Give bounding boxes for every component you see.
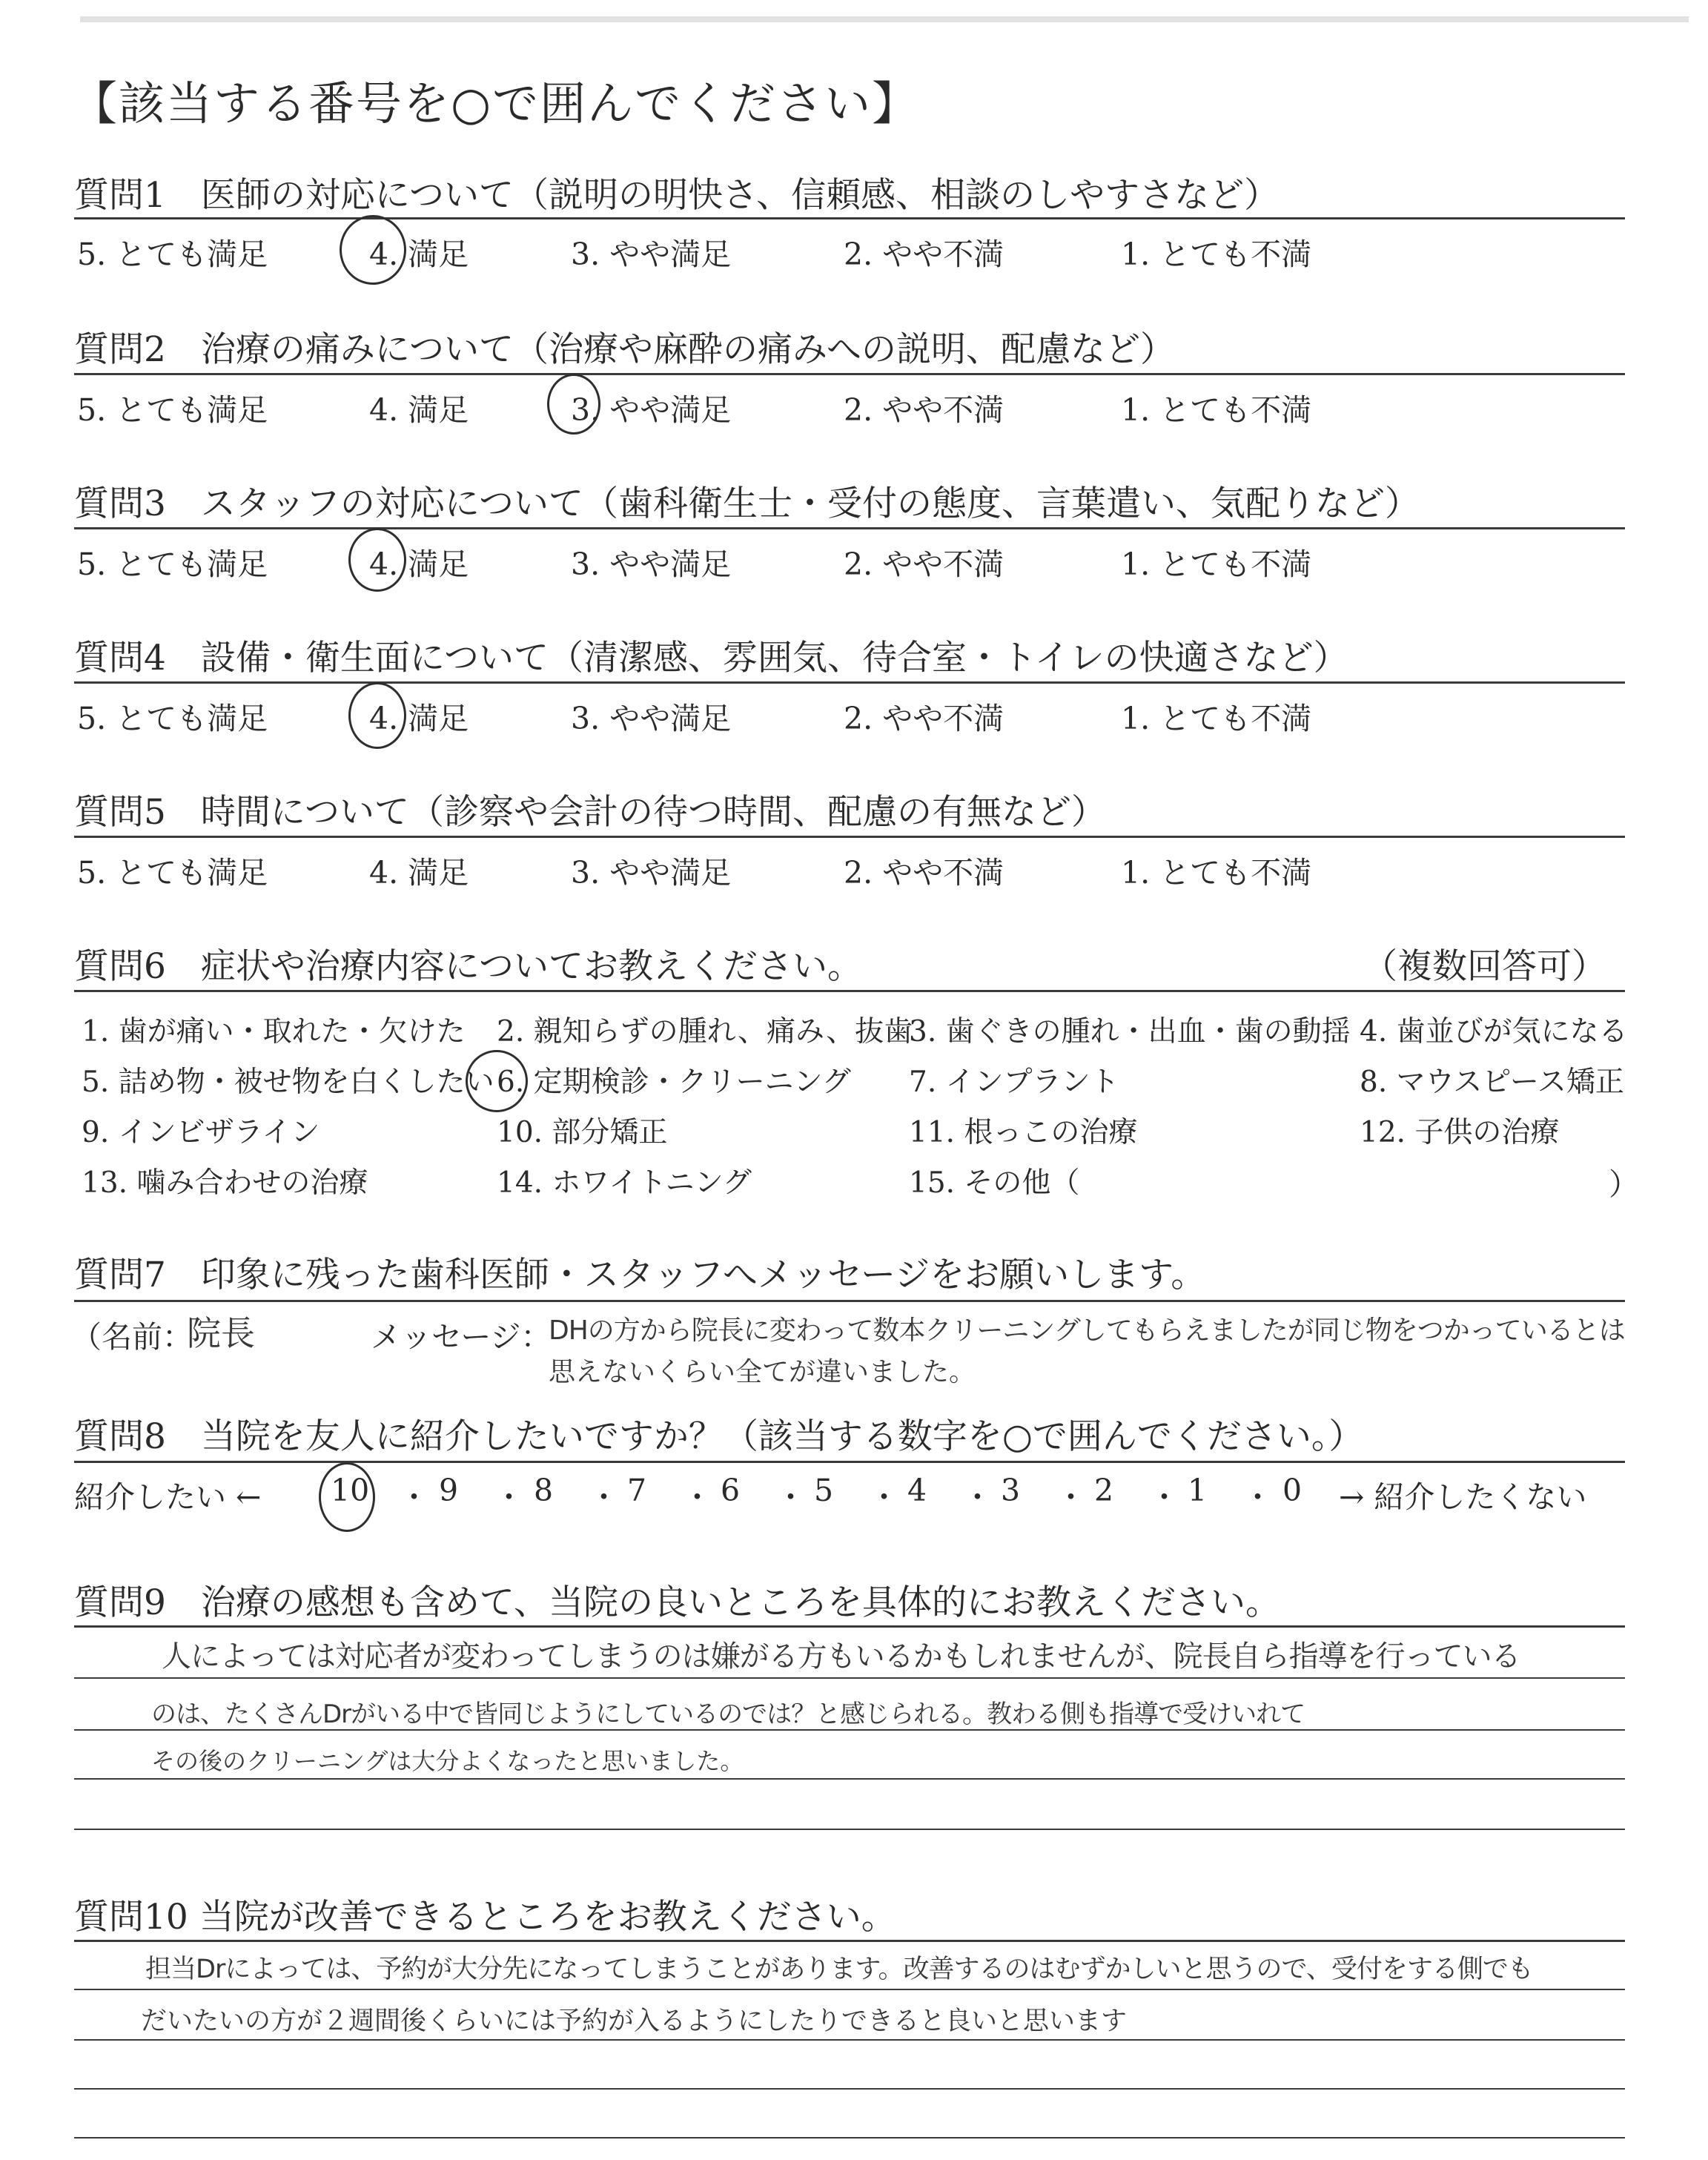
question-9-rule: [74, 1625, 1625, 1628]
q6-item-10[interactable]: 10. 部分矯正: [497, 1116, 668, 1149]
q9-writing-line: [74, 1677, 1625, 1679]
q8-scale-1[interactable]: 1: [1188, 1473, 1208, 1508]
q10-writing-line: [74, 2088, 1625, 2090]
q8-dot: ・: [399, 1479, 429, 1515]
q8-scale-10[interactable]: 10: [331, 1473, 370, 1508]
q4-option-4[interactable]: 4. 満足: [369, 701, 469, 736]
q6-item-14[interactable]: 14. ホワイトニング: [497, 1166, 752, 1200]
question-8-title: 質問8 当院を友人に紹介したいですか？（該当する数字を○で囲んでください。）: [74, 1416, 1364, 1457]
q1-option-1[interactable]: 1. とても不満: [1121, 237, 1312, 272]
q3-option-2[interactable]: 2. やや不満: [844, 546, 1004, 582]
question-3-rule: [74, 527, 1625, 529]
q9-answer-line-3[interactable]: その後のクリーニングは大分よくなったと思いました。: [151, 1747, 744, 1775]
q8-dot: ・: [962, 1479, 993, 1515]
question-6-rule: [74, 990, 1625, 992]
question-1-rule: [74, 217, 1625, 219]
q2-option-1[interactable]: 1. とても不満: [1121, 392, 1312, 428]
question-9-title: 質問9 治療の感想も含めて、当院の良いところを具体的にお教えください。: [74, 1582, 1280, 1623]
q8-left-label: 紹介したい ←: [74, 1479, 262, 1515]
q8-scale-6[interactable]: 6: [721, 1473, 741, 1508]
q3-selection-circle: [348, 528, 406, 592]
question-7-rule: [74, 1300, 1625, 1302]
q8-dot: ・: [1149, 1479, 1179, 1515]
q9-writing-line: [74, 1729, 1625, 1731]
question-4-title: 質問4 設備・衛生面について（清潔感、雰囲気、待合室・トイレの快適さなど）: [74, 638, 1348, 678]
question-4-rule: [74, 681, 1625, 684]
q7-message-line-1[interactable]: DHの方から院長に変わって数本クリーニングしてもらえましたが同じ物をつかっているとは: [549, 1315, 1625, 1346]
question-8-rule: [74, 1461, 1625, 1463]
q10-writing-line: [74, 1989, 1625, 1990]
question-7-title: 質問7 印象に残った歯科医師・スタッフへメッセージをお願いします。: [74, 1255, 1206, 1295]
question-2-rule: [74, 373, 1625, 375]
q6-item-3[interactable]: 3. 歯ぐきの腫れ・出血・歯の動揺: [909, 1015, 1351, 1048]
q8-dot: ・: [1056, 1479, 1086, 1515]
q2-option-3[interactable]: 3. やや満足: [571, 392, 732, 428]
q3-option-4[interactable]: 4. 満足: [369, 546, 469, 582]
q6-item-12[interactable]: 12. 子供の治療: [1360, 1116, 1560, 1149]
question-10-rule: [74, 1940, 1625, 1942]
q6-item-2[interactable]: 2. 親知らずの腫れ、痛み、抜歯: [497, 1015, 913, 1048]
q8-dot: ・: [494, 1479, 524, 1515]
q9-writing-line: [74, 1829, 1625, 1830]
q3-option-1[interactable]: 1. とても不満: [1121, 546, 1312, 582]
q4-option-3[interactable]: 3. やや満足: [571, 701, 732, 736]
q8-scale-3[interactable]: 3: [1001, 1473, 1021, 1508]
q3-option-5[interactable]: 5. とても満足: [77, 546, 268, 582]
q8-selection-circle: [319, 1462, 375, 1532]
q1-option-4[interactable]: 4. 満足: [369, 237, 469, 272]
q8-scale-5[interactable]: 5: [814, 1473, 834, 1508]
q6-item-9[interactable]: 9. インビザライン: [82, 1116, 320, 1149]
q8-scale-7[interactable]: 7: [627, 1473, 647, 1508]
q8-scale-0[interactable]: 0: [1282, 1473, 1302, 1508]
q7-message-label: メッセージ：: [371, 1319, 552, 1355]
q10-writing-line: [74, 2137, 1625, 2138]
q9-writing-line: [74, 1778, 1625, 1780]
q8-dot: ・: [682, 1479, 712, 1515]
q9-answer-line-1[interactable]: 人によっては対応者が変わってしまうのは嫌がる方もいるかもしれませんが、院長自ら指導を行っている: [162, 1639, 1520, 1674]
q9-answer-line-2[interactable]: のは、たくさんDrがいる中で皆同じようにしているのでは？と感じられる。教わる側も指導で受けいれて: [151, 1700, 1305, 1729]
q8-scale-9[interactable]: 9: [439, 1473, 459, 1508]
q2-selection-circle: [547, 374, 600, 435]
q8-scale-4[interactable]: 4: [907, 1473, 927, 1508]
q5-option-4[interactable]: 4. 満足: [369, 855, 469, 891]
q6-item-8[interactable]: 8. マウスピース矯正: [1360, 1066, 1624, 1099]
q4-selection-circle: [348, 682, 406, 749]
sheet-title: 【該当する番号を○で囲んでください】: [71, 76, 920, 131]
q5-option-2[interactable]: 2. やや不満: [844, 855, 1004, 891]
q2-option-4[interactable]: 4. 満足: [369, 392, 469, 428]
q4-option-1[interactable]: 1. とても不満: [1121, 701, 1312, 736]
q1-selection-circle: [340, 215, 406, 285]
q6-selection-circle: [466, 1050, 528, 1112]
q10-writing-line: [74, 2039, 1625, 2041]
q7-name-label: （名前：: [71, 1319, 193, 1355]
q5-option-3[interactable]: 3. やや満足: [571, 855, 732, 891]
q6-other-close-paren: ）: [1609, 1166, 1639, 1202]
question-5-title: 質問5 時間について（診察や会計の待つ時間、配慮の有無など）: [74, 792, 1106, 833]
q8-right-label: → 紹介したくない: [1339, 1479, 1587, 1515]
q6-item-1[interactable]: 1. 歯が痛い・取れた・欠けた: [82, 1015, 466, 1048]
q3-option-3[interactable]: 3. やや満足: [571, 546, 732, 582]
q6-item-13[interactable]: 13. 噛み合わせの治療: [82, 1166, 368, 1200]
question-6-title: 質問6 症状や治療内容についてお教えください。: [74, 946, 862, 987]
q6-item-6[interactable]: 6. 定期検診・クリーニング: [497, 1066, 851, 1099]
q4-option-2[interactable]: 2. やや不満: [844, 701, 1004, 736]
q1-option-2[interactable]: 2. やや不満: [844, 237, 1004, 272]
q8-dot: ・: [589, 1479, 619, 1515]
q1-option-5[interactable]: 5. とても満足: [77, 237, 268, 272]
q8-dot: ・: [869, 1479, 899, 1515]
q6-item-4[interactable]: 4. 歯並びが気になる: [1360, 1015, 1628, 1048]
q10-answer-line-1[interactable]: 担当Drによっては、予約が大分先になってしまうことがあります。改善するのはむずかしいと思うので、受付をする側でも: [145, 1955, 1533, 1984]
q2-option-5[interactable]: 5. とても満足: [77, 392, 268, 428]
q6-item-7[interactable]: 7. インプラント: [909, 1066, 1119, 1099]
question-2-title: 質問2 治療の痛みについて（治療や麻酔の痛みへの説明、配慮など）: [74, 329, 1176, 370]
q2-option-2[interactable]: 2. やや不満: [844, 392, 1004, 428]
q8-dot: ・: [775, 1479, 806, 1515]
q8-scale-2[interactable]: 2: [1094, 1473, 1114, 1508]
question-10-title: 質問10 当院が改善できるところをお教えください。: [74, 1897, 896, 1938]
top-border: [80, 16, 1689, 22]
question-5-rule: [74, 836, 1625, 838]
question-6-note: （複数回答可）: [1363, 946, 1606, 987]
q8-dot: ・: [1242, 1479, 1273, 1515]
question-1-title: 質問1 医師の対応について（説明の明快さ、信頼感、相談のしやすさなど）: [74, 175, 1280, 216]
q5-option-5[interactable]: 5. とても満足: [77, 855, 268, 891]
q6-item-15[interactable]: 15. その他（: [909, 1166, 1080, 1200]
q7-message-line-2[interactable]: 思えないくらい全てが違いました。: [549, 1357, 976, 1387]
question-3-title: 質問3 スタッフの対応について（歯科衛生士・受付の態度、言葉遣い、気配りなど）: [74, 483, 1420, 524]
q6-item-11[interactable]: 11. 根っこの治療: [909, 1116, 1138, 1149]
q8-scale-8[interactable]: 8: [534, 1473, 554, 1508]
q5-option-1[interactable]: 1. とても不満: [1121, 855, 1312, 891]
q6-item-5[interactable]: 5. 詰め物・被せ物を白くしたい: [82, 1066, 494, 1099]
q10-answer-line-2[interactable]: だいたいの方が２週間後くらいには予約が入るようにしたりできると良いと思います: [141, 2007, 1128, 2036]
q1-option-3[interactable]: 3. やや満足: [571, 237, 732, 272]
q7-name-value[interactable]: 院長: [187, 1313, 255, 1353]
q4-option-5[interactable]: 5. とても満足: [77, 701, 268, 736]
